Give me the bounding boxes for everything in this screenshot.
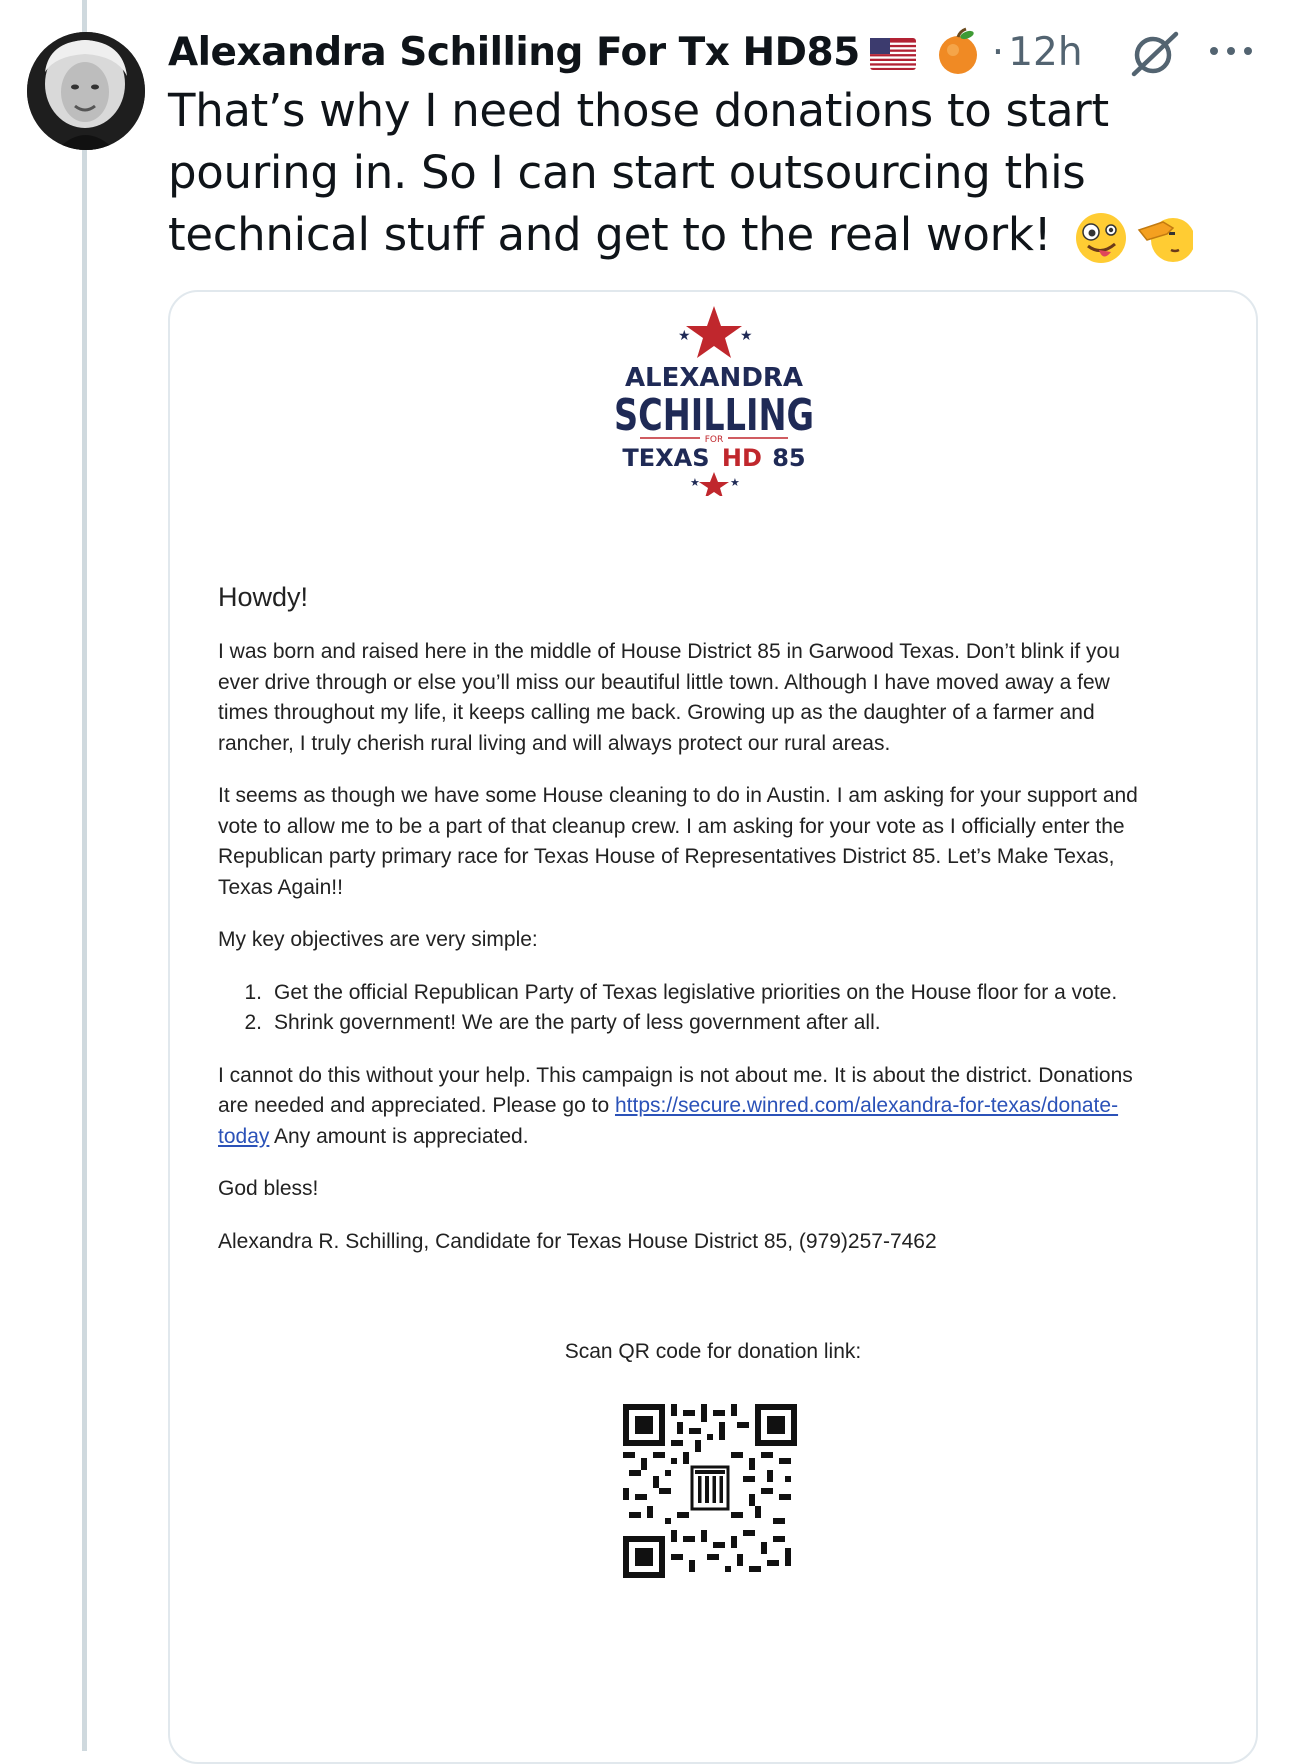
logo-line-hd: HD [721, 444, 762, 472]
logo-line-texas: TEXAS [622, 444, 710, 472]
separator-dot: · [991, 29, 1005, 75]
donation-link[interactable]: https://secure.winred.com/alexandra-for-texas/donate- [614, 1094, 1119, 1117]
thread-line [82, 0, 87, 1751]
logo-line-for: FOR [704, 435, 724, 445]
svg-text:★: ★ [690, 476, 700, 489]
letter-signature: Alexandra R. Schilling, Candidate for Texas House District 85, (979)257-7462 [218, 1229, 937, 1253]
svg-text:★: ★ [678, 328, 691, 344]
letter-paragraph-1: I was born and raised here in the middle of House District 85 in Garwood Texas. Don’t blink if you ever drive through or else you’ll miss our beautiful little town. Although I have moved away a few times throughout my life, it keeps calling me back. Growing up as the daughter of a farmer and rancher, I truly cherish rural living and will always protect our rural areas. [218, 640, 1120, 755]
letter-body [218, 582, 1218, 1279]
avatar[interactable] [27, 32, 145, 150]
more-options-icon[interactable] [1206, 42, 1256, 60]
letter-paragraph-3: I cannot do this without your help. This campaign is not about me. It is about the district. Donations are needed and appreciated. Please go to https://secure.winred.com/alexandra-for-texas/donate- today Any amount is appreciated. [218, 1063, 1133, 1148]
list-item: 1. Get the official Republican Party of Texas legislative priorities on the House floor for a vote. [244, 980, 1118, 1004]
list-item: 2. Shrink government! We are the party of less government after all. [244, 1011, 881, 1034]
objectives-intro: My key objectives are very simple: [218, 928, 538, 951]
letter-greeting: Howdy! [218, 582, 309, 612]
svg-text:TEXAS HD 85 [622, 444, 805, 472]
tweet-header [168, 22, 1083, 82]
objectives-list [218, 978, 1218, 1039]
letter-paragraph-2: It seems as though we have some House cleaning to do in Austin. I am asking for your support and vote to allow me to be a part of that cleanup crew. I am asking for your vote as I officially enter the Republican party primary race for Texas House of Representatives District 85. Let’s Make Texas, Texas Again!! [218, 784, 1138, 899]
tweet-text-line: pouring in. So I can start outsourcing this [168, 146, 1086, 199]
donation-link-continued[interactable]: today [218, 1124, 270, 1148]
peach-icon [936, 27, 980, 77]
attached-image-card[interactable] [168, 290, 1258, 1764]
saluting-face-icon [1137, 210, 1193, 266]
tweet-text [168, 80, 1228, 266]
letter-closing: God bless! [218, 1177, 319, 1200]
logo-line-85: 85 [772, 444, 806, 472]
qr-code [623, 1404, 797, 1578]
author-name[interactable]: Alexandra Schilling For Tx HD85 [168, 29, 860, 75]
tweet-text-line: technical stuff and get to the real work! [168, 204, 1228, 266]
campaign-logo [594, 306, 834, 496]
zany-face-icon [1073, 210, 1129, 266]
timestamp[interactable]: 12h [1008, 29, 1083, 75]
svg-text:★: ★ [740, 328, 753, 344]
grok-icon[interactable] [1128, 26, 1182, 80]
svg-text:★: ★ [730, 476, 740, 489]
logo-line-schilling: SCHILLING [614, 390, 814, 441]
tweet-text-line: That’s why I need those donations to start [168, 84, 1109, 137]
qr-caption: Scan QR code for donation link: [564, 1340, 862, 1363]
flag-usa-icon [870, 38, 916, 70]
logo-line-alexandra: ALEXANDRA [624, 363, 804, 393]
